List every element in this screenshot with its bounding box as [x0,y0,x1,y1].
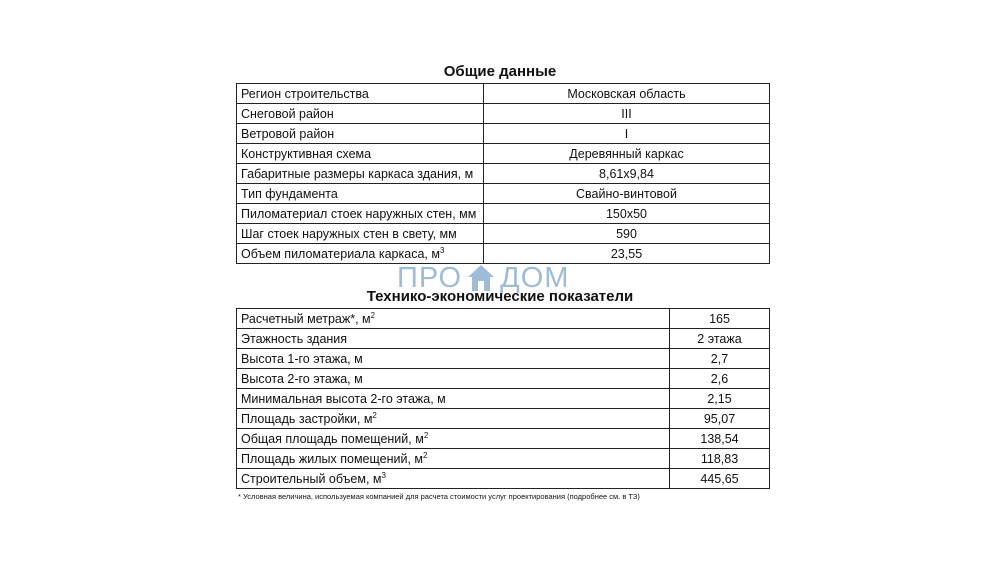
row-label: Строительный объем, $м^3$ [237,469,670,489]
table-row [237,309,770,329]
row-label: Габаритные размеры каркаса здания, м [237,164,484,184]
table-row [237,204,770,224]
watermark-right-text: ДОМ [500,261,570,294]
general-data-title: Общие данные [443,63,557,80]
row-value: 2,15 [670,389,770,409]
row-label: Регион строительства [237,84,484,104]
row-value: 2,7 [670,349,770,369]
table-row [237,349,770,369]
row-value: 118,83 [670,449,770,469]
watermark-left-text: ПРО [397,261,463,294]
row-value: I [484,124,770,144]
row-label: Шаг стоек наружных стен в свету, мм [237,224,484,244]
indicators-table [236,308,770,489]
row-label: Пиломатериал стоек наружных стен, мм [237,204,484,224]
indicators-title: Технико-экономические показатели [366,288,634,305]
row-value: 150х50 [484,204,770,224]
row-label: Минимальная высота 2-го этажа, м [237,389,670,409]
row-label: Площадь застройки, $м^2$ [237,409,670,429]
general-data-table [236,83,770,264]
row-value: 2 этажа [670,329,770,349]
table-row [237,84,770,104]
row-label: Тип фундамента [237,184,484,204]
row-value: III [484,104,770,124]
row-value: 95,07 [670,409,770,429]
row-value: 165 [670,309,770,329]
table-row [237,449,770,469]
table-row [237,244,770,264]
row-label: Высота 2-го этажа, м [237,369,670,389]
row-label: Расчетный метраж*, $м^2$ [237,309,670,329]
row-label: Общая площадь помещений, $м^2$ [237,429,670,449]
row-label: Снеговой район [237,104,484,124]
table-row [237,329,770,349]
row-label: Ветровой район [237,124,484,144]
footnote: * Условная величина, используемая компанией для расчета стоимости услуг проектирования (подробнее см. в ТЗ) [238,492,640,501]
row-label: Этажность здания [237,329,670,349]
row-label: Объем пиломатериала каркаса, $м^3$ [237,244,484,264]
table-row [237,184,770,204]
row-value: 2,6 [670,369,770,389]
row-value: 590 [484,224,770,244]
row-value: 8,61х9,84 [484,164,770,184]
row-label: Конструктивная схема [237,144,484,164]
table-row [237,389,770,409]
row-value: Деревянный каркас [484,144,770,164]
table-row [237,369,770,389]
row-label: Высота 1-го этажа, м [237,349,670,369]
table-row [237,469,770,489]
row-value: 138,54 [670,429,770,449]
table-row [237,144,770,164]
table-row [237,164,770,184]
row-value: 23,55 [484,244,770,264]
table-row [237,409,770,429]
row-value: Московская область [484,84,770,104]
table-row [237,429,770,449]
row-label: Площадь жилых помещений, $м^2$ [237,449,670,469]
row-value: 445,65 [670,469,770,489]
table-row [237,224,770,244]
row-value: Свайно-винтовой [484,184,770,204]
table-row [237,104,770,124]
table-row [237,124,770,144]
